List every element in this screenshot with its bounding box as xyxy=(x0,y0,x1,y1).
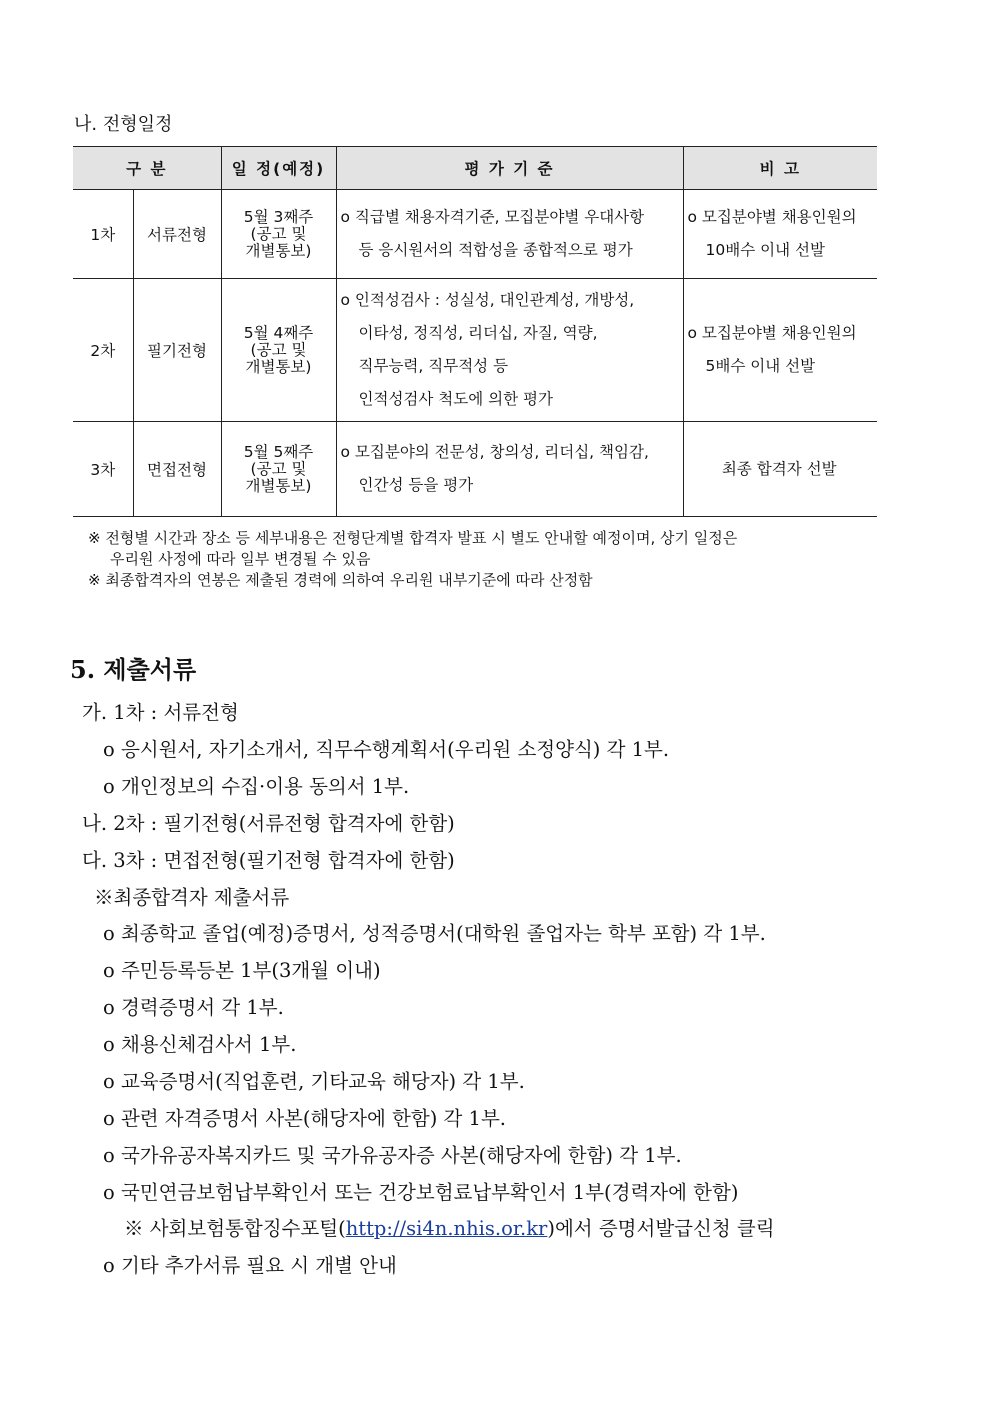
criteria-line: o 직급별 채용자격기준, 모집분야별 우대사항 xyxy=(340,208,645,226)
header-category: 구 분 xyxy=(73,147,221,190)
table-row xyxy=(73,422,877,517)
documents-item-stage1: 가. 1차 : 서류전형 xyxy=(82,701,239,724)
date-cell xyxy=(221,422,336,517)
footnote-line: 우리원 사정에 따라 일부 변경될 수 있음 xyxy=(110,550,371,568)
date-line: 개별통보) xyxy=(245,476,312,495)
remarks-line: 최종 합격자 선발 xyxy=(721,459,837,478)
stage-cell: 3차 xyxy=(73,422,133,517)
stage-name-cell: 필기전형 xyxy=(133,279,221,422)
remarks-line: o 모집분야별 채용인원의 xyxy=(687,324,857,342)
remarks-line: 10배수 이내 선발 xyxy=(705,241,825,259)
criteria-cell xyxy=(336,190,683,279)
date-line: (공고 및 xyxy=(250,224,307,243)
stage-cell: 2차 xyxy=(73,279,133,422)
documents-item: o 교육증명서(직업훈련, 기타교육 해당자) 각 1부. xyxy=(103,1070,525,1093)
date-line: 개별통보) xyxy=(245,241,312,260)
documents-item: o 주민등록등본 1부(3개월 이내) xyxy=(103,959,381,982)
table-row xyxy=(73,279,877,422)
table-footnotes xyxy=(88,528,737,591)
criteria-line: o 모집분야의 전문성, 창의성, 리더십, 책임감, xyxy=(340,443,649,461)
documents-item: o 채용신체검사서 1부. xyxy=(103,1033,297,1056)
stage-name-cell: 서류전형 xyxy=(133,190,221,279)
remarks-cell xyxy=(683,422,877,517)
header-schedule: 일 정(예정) xyxy=(221,147,336,190)
criteria-line: 등 응시원서의 적합성을 종합적으로 평가 xyxy=(358,241,633,259)
documents-item: o 기타 추가서류 필요 시 개별 안내 xyxy=(103,1254,397,1277)
table-row xyxy=(73,190,877,279)
header-remarks: 비 고 xyxy=(683,147,877,190)
date-cell xyxy=(221,279,336,422)
portal-note-prefix: ※ 사회보험통합징수포털( xyxy=(124,1217,346,1240)
remarks-cell xyxy=(683,190,877,279)
documents-item-stage2: 나. 2차 : 필기전형(서류전형 합격자에 한함) xyxy=(82,812,455,835)
criteria-line: 인적성검사 척도에 의한 평가 xyxy=(358,390,553,408)
portal-note xyxy=(124,1213,775,1241)
criteria-cell xyxy=(336,279,683,422)
criteria-cell xyxy=(336,422,683,517)
portal-note-suffix: )에서 증명서발급신청 클릭 xyxy=(547,1217,775,1240)
documents-item: o 관련 자격증명서 사본(해당자에 한함) 각 1부. xyxy=(103,1107,506,1130)
documents-item: o 국가유공자복지카드 및 국가유공자증 사본(해당자에 한함) 각 1부. xyxy=(103,1144,682,1167)
schedule-section-heading: 나. 전형일정 xyxy=(74,114,173,135)
section5-title: 5. 제출서류 xyxy=(70,655,197,684)
table-header-row xyxy=(73,147,877,190)
criteria-line: 직무능력, 직무적성 등 xyxy=(358,357,509,375)
header-criteria: 평 가 기 준 xyxy=(336,147,683,190)
documents-item: o 국민연금보험납부확인서 또는 건강보험료납부확인서 1부(경력자에 한함) xyxy=(103,1181,739,1204)
date-line: 5월 4째주 xyxy=(243,323,314,342)
date-line: 5월 5째주 xyxy=(243,442,314,461)
stage-cell: 1차 xyxy=(73,190,133,279)
stage-name-cell: 면접전형 xyxy=(133,422,221,517)
final-documents-heading: ※최종합격자 제출서류 xyxy=(94,886,290,909)
date-line: (공고 및 xyxy=(250,459,307,478)
portal-link[interactable]: http://si4n.nhis.or.kr xyxy=(345,1217,548,1240)
footnote-line: ※ 최종합격자의 연봉은 제출된 경력에 의하여 우리원 내부기준에 따라 산정함 xyxy=(88,571,593,589)
documents-item-stage3: 다. 3차 : 면접전형(필기전형 합격자에 한함) xyxy=(82,849,455,872)
date-cell xyxy=(221,190,336,279)
criteria-line: 인간성 등을 평가 xyxy=(358,476,474,494)
remarks-cell xyxy=(683,279,877,422)
documents-item: o 응시원서, 자기소개서, 직무수행계획서(우리원 소정양식) 각 1부. xyxy=(103,738,670,761)
criteria-line: o 인적성검사 : 성실성, 대인관계성, 개방성, xyxy=(340,291,635,309)
schedule-table xyxy=(73,146,877,517)
remarks-line: o 모집분야별 채용인원의 xyxy=(687,208,857,226)
date-line: 5월 3째주 xyxy=(243,207,314,226)
criteria-line: 이타성, 정직성, 리더십, 자질, 역량, xyxy=(358,324,598,342)
documents-item: o 개인정보의 수집·이용 동의서 1부. xyxy=(103,775,410,798)
date-line: 개별통보) xyxy=(245,357,312,376)
documents-item: o 경력증명서 각 1부. xyxy=(103,996,284,1019)
date-line: (공고 및 xyxy=(250,340,307,359)
remarks-line: 5배수 이내 선발 xyxy=(705,357,816,375)
documents-item: o 최종학교 졸업(예정)증명서, 성적증명서(대학원 졸업자는 학부 포함) 각 1부. xyxy=(103,922,766,945)
footnote-line: ※ 전형별 시간과 장소 등 세부내용은 전형단계별 합격자 발표 시 별도 안내할 예정이며, 상기 일정은 xyxy=(88,529,738,547)
